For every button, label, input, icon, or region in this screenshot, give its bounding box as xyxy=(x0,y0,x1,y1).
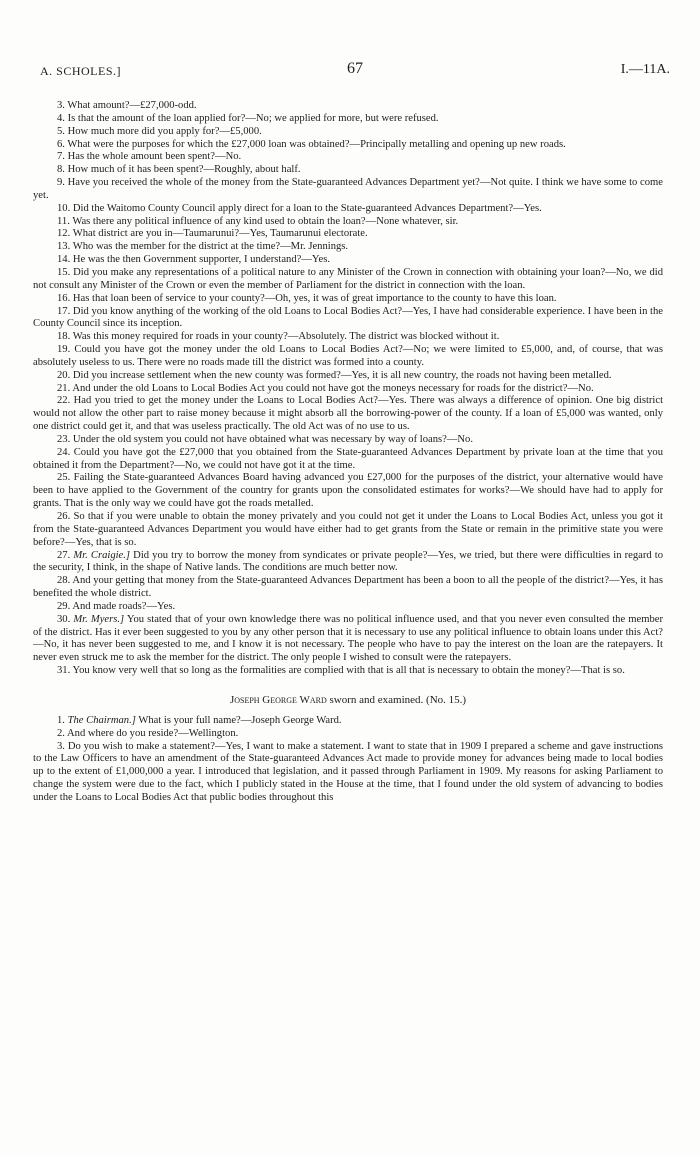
question-number: 13. xyxy=(57,241,73,253)
question-answer-text: What district are you in—Taumarunui?—Yes, Taumarunui electorate. xyxy=(72,228,368,240)
question-number: 7. xyxy=(57,151,68,163)
question-number: 23. xyxy=(57,433,73,445)
question-number: 21. xyxy=(57,382,73,394)
question-answer-text: Did you know anything of the working of the old Loans to Local Bodies Act?—Yes, I have had considerable experience. I have been in the County Council since its inception. xyxy=(33,305,664,330)
question-number: 19. xyxy=(57,344,75,356)
question-number: 14. xyxy=(57,254,73,266)
witness-heading xyxy=(33,694,663,707)
question-number: 27. xyxy=(57,549,74,561)
question-answer-text: What amount?—£27,000-odd. xyxy=(67,100,197,111)
question-number: 3. xyxy=(57,740,68,752)
question-number: 15. xyxy=(57,266,74,278)
question-answer-text: Who was the member for the district at the time?—Mr. Jennings. xyxy=(72,241,349,253)
question-answer-paragraph xyxy=(33,151,663,164)
question-number: 6. xyxy=(57,138,68,150)
question-number: 5. xyxy=(57,125,68,137)
question-answer-text: And your getting that money from the State-guaranteed Advances Department has been a boon to all the people of the district?—Yes, it has benefited the whole district. xyxy=(33,575,663,600)
question-answer-text: And under the old Loans to Local Bodies Act you could not have got the moneys necessary for roads for the district?—No. xyxy=(72,382,594,394)
question-answer-paragraph xyxy=(33,472,663,511)
question-answer-text: What were the purposes for which the £27,000 loan was obtained?—Principally metalling and opening up new roads. xyxy=(67,138,566,150)
question-number: 17. xyxy=(57,305,73,317)
question-answer-text: Has the whole amount been spent?—No. xyxy=(67,151,242,163)
question-number: 12. xyxy=(57,228,73,240)
question-answer-paragraph xyxy=(33,550,663,576)
question-answer-paragraph xyxy=(33,113,663,126)
question-number: 26. xyxy=(57,511,74,522)
question-answer-paragraph xyxy=(33,100,663,113)
question-answer-text: You stated that of your own knowledge there was no political influence used, and that you never even consulted the member of the district. Has it ever been suggested to you by any other person that it is necessary to use any political influence to obtain loans under this Act?—No, it has never been suggested to me, and I know it is not necessary. The people who have to pay the interest on the loan are the ratepayers. It never even struck me to ask the member for the district. The only people I wished to consult were the ratepayers. xyxy=(33,613,664,664)
question-answer-text: Failing the State-guaranteed Advances Board having advanced you £27,000 for the purposes of the district, your alternative would have been to have applied to the Government of the country for grants upon the consolidated estimates for works?—We should have had to apply for grants. That is the only way we could have got the roads metalled. xyxy=(33,472,664,510)
speaker-label: Mr. Craigie.] xyxy=(73,549,131,561)
question-answer-text: Do you wish to make a statement?—Yes, I want to make a statement. I want to state that in 1909 I prepared a scheme and gave instructions to the Law Officers to have an amendment of the State-guaranteed Advances Act made to provide money for advances being made to local bodies up to the extent of £1,000,000 a year. I introduced that legislation, and it passed through Parliament in 1909. My reasons for asking Parliament to change the system were due to the fact, which I publicly stated in the House at the time, that I found under the old system of advancing to bodies under the Loans to Local Bodies Act that public bodies throughout this xyxy=(33,740,663,803)
question-answer-paragraph xyxy=(33,267,663,293)
question-answer-text: Did you increase settlement when the new county was formed?—Yes, it is all new country, the roads not having been metalled. xyxy=(72,369,612,381)
question-number: 18. xyxy=(57,331,73,343)
question-number: 28. xyxy=(57,575,73,587)
question-answer-paragraph xyxy=(33,665,663,678)
question-answer-paragraph xyxy=(33,575,663,601)
question-answer-paragraph xyxy=(33,293,663,306)
question-answer-text: Did the Waitomo County Council apply direct for a loan to the State-guaranteed Advances Department?—Yes. xyxy=(72,202,542,214)
question-answer-paragraph xyxy=(33,383,663,396)
qa-block-scholes xyxy=(33,100,663,678)
question-number: 20. xyxy=(57,369,73,381)
question-number: 29. xyxy=(57,600,73,612)
page-number: 67 xyxy=(347,60,363,77)
question-answer-paragraph xyxy=(33,601,663,614)
page-header xyxy=(40,60,670,82)
paper-reference: I.—11A. xyxy=(620,62,670,77)
question-number: 11. xyxy=(57,215,73,227)
question-answer-text: Was there any political influence of any kind used to obtain the loan?—None whatever, sir. xyxy=(72,215,459,227)
question-answer-text: He was the then Government supporter, I understand?—Yes. xyxy=(72,254,330,266)
question-number: 31. xyxy=(57,665,73,677)
question-number: 30. xyxy=(57,613,74,625)
question-answer-paragraph xyxy=(33,241,663,254)
question-number: 2. xyxy=(57,727,68,739)
question-answer-paragraph xyxy=(33,254,663,267)
question-answer-paragraph xyxy=(33,614,663,665)
question-answer-paragraph xyxy=(33,126,663,139)
qa-block-ward xyxy=(33,715,663,805)
question-answer-paragraph xyxy=(33,203,663,216)
running-head-left: A. SCHOLES.] xyxy=(40,64,122,78)
question-answer-text: Had you tried to get the money under the Loans to Local Bodies Act?—Yes. There was always a difference of opinion. One big district would not allow the other part to raise money because it might absorb all the borrowing-power of the county. If a loan of £5,000 was wanted, only one district could get it, and that was useless practically. The old Act was of no use to us. xyxy=(33,395,664,433)
question-answer-paragraph xyxy=(33,228,663,241)
question-number: 22. xyxy=(57,395,74,407)
question-answer-text: How much of it has been spent?—Roughly, about half. xyxy=(67,164,301,176)
question-number: 8. xyxy=(57,164,68,176)
witness-heading-rest: sworn and examined. (No. 15.) xyxy=(326,693,467,706)
question-number: 3. xyxy=(57,100,68,111)
end-mark xyxy=(33,680,663,684)
question-number: 9. xyxy=(57,177,68,189)
question-answer-text: What is your full name?—Joseph George Ward. xyxy=(138,714,342,726)
question-answer-text: Under the old system you could not have obtained what was necessary by way of loans?—No. xyxy=(72,433,474,445)
question-answer-text: How much more did you apply for?—£5,000. xyxy=(67,125,262,137)
question-answer-paragraph xyxy=(33,331,663,344)
question-answer-paragraph xyxy=(33,511,663,550)
question-answer-paragraph xyxy=(33,216,663,229)
question-answer-text: Is that the amount of the loan applied for?—No; we applied for more, but were refused. xyxy=(67,112,439,124)
speaker-label: The Chairman.] xyxy=(67,714,136,726)
question-answer-paragraph xyxy=(33,177,663,203)
question-answer-paragraph xyxy=(33,344,663,370)
question-number: 4. xyxy=(57,112,68,124)
witness-name: Joseph George Ward xyxy=(229,693,327,706)
question-answer-text: Have you received the whole of the money from the State-guaranteed Advances Department yet?—Not quite. I think we have some to come yet. xyxy=(33,177,663,201)
question-number: 16. xyxy=(57,292,73,304)
question-answer-text: And made roads?—Yes. xyxy=(72,600,176,612)
question-answer-text: And where do you reside?—Wellington. xyxy=(67,727,239,739)
question-answer-text: So that if you were unable to obtain the money privately and you could not get it under the Loans to Local Bodies Act, unless you got it from the State-guaranteed Advances Department you would have either had to get grants from the State or remain in the primitive state you were before?—Yes, that is so. xyxy=(33,511,663,548)
question-answer-text: Could you have got the £27,000 that you obtained from the State-guaranteed Advances Department by private loan at the time that you obtained it from the Department?—No, we could not have got it at the time. xyxy=(33,446,663,471)
question-answer-text: You know very well that so long as the formalities are complied with that is all that is necessary to obtain the money?—That is so. xyxy=(72,665,625,677)
question-answer-text: Was this money required for roads in your county?—Absolutely. The district was blocked without it. xyxy=(72,331,500,343)
speaker-label: Mr. Myers.] xyxy=(73,613,125,625)
question-number: 1. xyxy=(57,714,68,726)
question-answer-paragraph xyxy=(33,370,663,383)
question-answer-paragraph xyxy=(33,395,663,434)
question-answer-paragraph xyxy=(33,164,663,177)
question-answer-paragraph xyxy=(33,715,663,728)
question-answer-paragraph xyxy=(33,728,663,741)
question-number: 25. xyxy=(57,472,74,484)
question-answer-text: Could you have got the money under the old Loans to Local Bodies Act?—No; we were limited to £5,000, and, of course, that was absolutely useless to us. There were no roads made till the district was formed into a county. xyxy=(33,344,663,368)
question-answer-paragraph xyxy=(33,434,663,447)
question-answer-paragraph xyxy=(33,741,663,805)
question-answer-text: Has that loan been of service to your county?—Oh, yes, it was of great importance to the county to have this loan. xyxy=(72,292,557,304)
question-answer-text: Did you try to borrow the money from syndicates or private people?—Yes, we tried, but there were difficulties in regard to the security, I think, in the shape of Native lands. The conditions are much better now. xyxy=(33,549,664,574)
question-answer-paragraph xyxy=(33,139,663,152)
question-answer-paragraph xyxy=(33,447,663,473)
document-body xyxy=(33,100,663,805)
question-answer-text: Did you make any representations of a political nature to any Minister of the Crown in connection with obtaining your loan?—No, we did not consult any Minister of the Crown or even the member of Parliament for the district in connection with the loan. xyxy=(33,266,663,291)
question-number: 10. xyxy=(57,202,73,214)
question-number: 24. xyxy=(57,446,74,458)
question-answer-paragraph xyxy=(33,306,663,332)
